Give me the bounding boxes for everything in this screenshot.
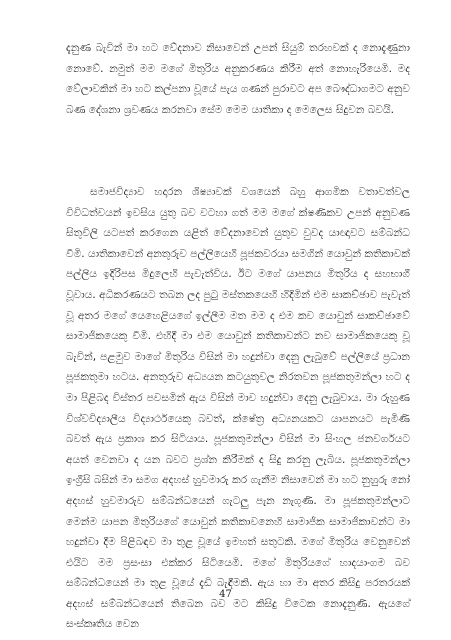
body-paragraph — [66, 182, 410, 635]
page-number: 47 — [219, 589, 232, 600]
paragraph-text: දැනුණ බැවින් මා හට වේදනාව නිසාවෙන් උපන් සියුම් තරහවක් ද නොදැණුනා නොවේ. නමුත් මම මගේ මිතුරිය අනුකරණය කිරීම අත් නොහැරියෙමි. මද වේලාවකින් මා හට කල්පනා වූයේ පැය ගණන් පුරාවට අප බෞද්ධාගමට අනුව බණ දේශනා ශ්‍රවණය කරනවා සේම මෙම යාතිකා ද මෙලෙස සිදුවන බවයි. — [66, 42, 410, 116]
paragraph-text: සමාජවිද්‍යාව හදාරන ශිෂ්‍යාවක් වශයෙන් බහු ආගමික වතාවත්වල විවිධත්වයන් ඉවසිය යුතු බව වටහා ගත් මම මගේ ක්ෂණිකව උපන් අනුවණ සිතුවිලි යටපත් කරගෙන යළිත් වේදනාවෙන් යුතුව වුවද යාඥාවට සම්බන්ධ වීමි. යාතිකාවෙන් අනතුරුව පල්ලියෙහි පූජකවරයා සමගින් යොවුන් කතිකාවක් පල්ලිය ඉදිරිපස මිදුලෙහි පැවැත්විය. ඊට මගේ යාපනය මිතුරිය ද සහභාගී වූවාය. අධිකරණයට තබන ලද පුටු මස්තකයෙහි හිදිමින් එම සාකච්ඡාව පැවැත් වූ අතර මගේ යෙහෙළියගේ ඉල්ලීම මත මම ද එම කව යොවුන් සාකච්ඡාවේ සාමාජිකයෙකු වීමි. එහිදී මා එම යොවුන් කතිකාවන්ට නව සාමාජිකයෙකු වූ බැවින්, පළමුව මාගේ මිතුරිය විසින් මා හදුන්වා දෙනු ලැබුවේ පල්ලියේ ප්‍රධාන පූජකතුමා හටය. අනතුරුව අධ්‍යයන කටයුතුවල නිරතවන පූජකතුමන්ලා හට ද මා පිළිබද විස්තර පවසමින් ඇය විසින් මාව හදුන්වා දෙනු ලැබුවාය. මා රුහුණ විශ්වවිද්‍යාලීය විද්‍යාර්ථයෙකු බවත්, ක්ෂේත්‍ර අධ්‍යනයකට යාපනයට පැමිණි බවත් ඇය ප්‍රකාශ කර සිටියාය. පූජකතුමන්ලා විසින් මා සිංහල ජනවර්ගයට අයත් වෙනවා ද යන බවට ප්‍රශ්න කිරීමක් ද සිදු කරනු ලැබිය. පූජකතුමන්ලා ඉංග්‍රීසි බසින් මා සමග අදහස් හුවමාරු කර ගැනීම නිසාවෙන් මා හට නුහුරු නෝ අදහස් හුවමාරුව සම්බන්ධයෙන් ගැටලු පැන නැගුණි. මා පූජකතුමන්ලාට මෙන්ම යාපන මිතුරියගේ යොවුන් කතිකාවනෙහි සාමාජික සාමාජිකාවන්ට මා හදුන්වා දීම පිළිබඳව මා තුළ වූයේ ඉමහත් සතුටකි. මගේ මිතුරිය වෙනුවෙන් එයිට මම ප්‍රසංසා එක්කර සිටියෙමි. මගේ මිතුරියගේ හාදයාංගම බව සම්බන්ධයෙන් මා තුළ වූයේ දැඩි බැඳීමකි. ඇය හා මා අතර කිසිදු පරතරයක් අදහස් සම්බන්ධයෙන් තිබෙන බව මට කිසිදු විටෙක නොදැනුණි. ඇයගේ සංස්කෘතිය වෙන — [66, 186, 410, 631]
body-paragraph — [66, 38, 410, 120]
